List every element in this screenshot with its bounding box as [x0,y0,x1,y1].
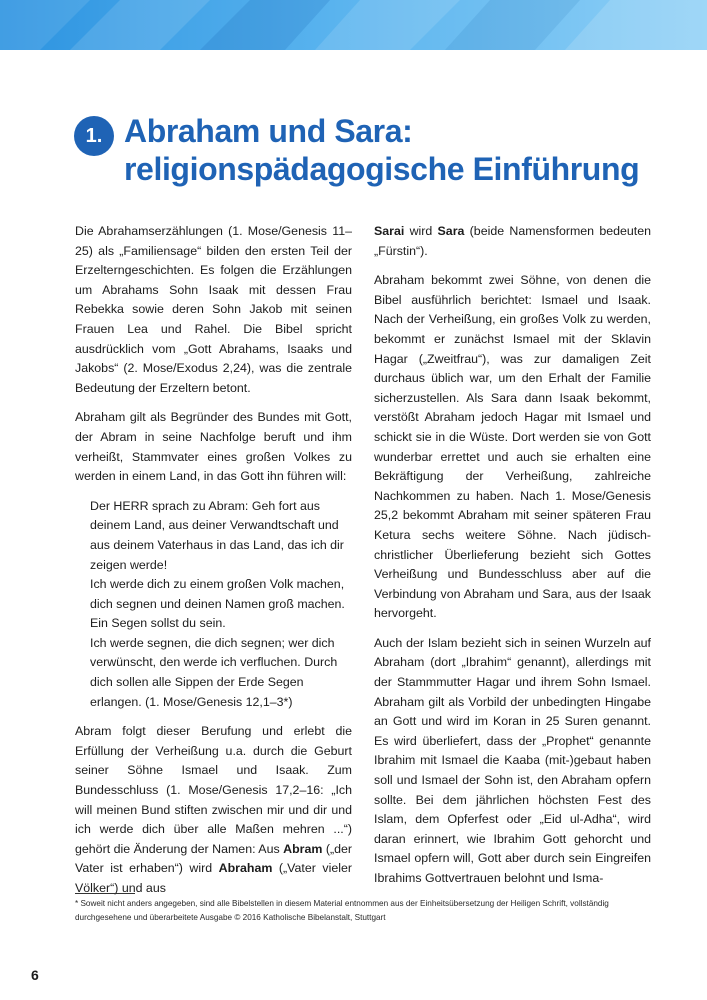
bible-quote [90,497,352,713]
chapter-number-badge: 1. [74,116,114,156]
paragraph-text: wird [404,224,438,238]
title-line-1: Abraham und Sara: [124,113,413,149]
name-sarai: Sarai [374,224,405,238]
paragraph: Abraham gilt als Begründer des Bundes mit Gott, der Abram in seine Nachfolge beruft und ihm verheißt, Stammvater eines großen Volkes zu werden in einem Land, in das Gott ihn führen will: [75,410,352,484]
paragraph: Die Abrahamserzählungen (1. Mose/Genesis 11–25) als „Familiensage“ bilden den ersten Teil der Erzelterngeschichten. Es folgen die Erzählungen um Abrahams Sohn Isaak mit dessen Frau Rebekka sowie deren Sohn Jakob mit seinen Frauen Lea und Rahel. Die Bibel spricht ausdrücklich vom „Gott Abrahams, Isaaks und Jakobs“ (2. Mose/Exodus 2,24), was die zentrale Bedeutung der Erzeltern betont. [75,224,352,395]
page-number: 6 [31,967,39,983]
paragraph-text: („Vater vieler Völker“) und aus [75,861,352,895]
title-line-2: religionspädagogische Einführung [124,151,640,187]
paragraph [75,722,352,898]
footnote-divider [75,893,135,894]
quote-line: Der HERR sprach zu Abram: Geh fort aus deinem Land, aus deiner Verwandtschaft und aus deinem Vaterhaus in das Land, das ich dir zeigen werde! [90,498,344,572]
banner-pattern [0,0,707,50]
header-banner [0,0,707,50]
name-abram: Abram [283,841,323,856]
paragraph-text: Abram folgt dieser Berufung und erlebt die Erfüllung der Verheißung u.a. durch die Geburt seiner Söhne Ismael und Isaak. Zum Bundesschluss (1. Mose/Genesis 17,2–16: „Ich will meinen Bund stiften zwischen mir und dir und ich werde dich über alle Maßen mehren ...“) gehört die Änderung der Namen: Aus [75,724,352,856]
left-column [75,222,352,909]
quote-line: Ich werde dich zu einem großen Volk machen, dich segnen und deinen Namen groß machen. Ein Segen sollst du sein. [90,577,345,631]
quote-line: Ich werde segnen, die dich segnen; wer dich verwünscht, den werde ich verfluchen. Durch dich sollen alle Sippen der Erde Segen erlangen. (1. Mose/Genesis 12,1–3*) [90,635,338,709]
paragraph [374,222,651,261]
paragraph: Auch der Islam bezieht sich in seinen Wurzeln auf Abraham (dort „Ibrahim“ genannt), allerdings mit der Stammmutter Hagar und ihrem Sohn Ismael. Abraham gilt als Vorbild der unbedingten Hingabe an Gott und wird im Koran in 25 Suren genannt. Es wird überliefert, dass der „Prophet“ genannte Ibrahim mit Ismael die Kaaba (mit-)gebaut haben soll und Ismael der Sohn ist, den Abraham opfern sollte. Bei dem jährlichen höchsten Fest des Islam, dem Opferfest oder „Eid ul-Adha“, wird daran erinnert, wie Ibrahim Gott gehorcht und Ismael opfern will, Gott aber durch sein Eingreifen Ibrahims Gottvertrauen belohnt und Isma- [374,635,651,885]
page-title [124,112,704,188]
paragraph: Abraham bekommt zwei Söhne, von denen die Bibel ausführlich berichtet: Ismael und Isaak. Nach der Verheißung, ein großes Volk zu werden, bekommt er zunächst Ismael mit der Sklavin Hagar („Zweitfrau“), was zur damaligen Zeit durchaus üblich war, um den Erhalt der Familie sicherzustellen. Als Sara dann Isaak bekommt, verstößt Abraham jedoch Hagar mit Ismael und schickt sie in die Wüste. Dort werden sie von Gott wunderbar errettet und auch sie erhalten eine Bekräftigung der Verheißung, zahlreiche Nachkommen zu haben. Nach 1. Mose/Genesis 25,2 bekommt Abraham mit seiner späteren Frau Ketura sechs weitere Söhne. Nach jüdisch-christlicher Überlieferung bezieht sich Gottes Verheißung und Bundesschluss aber auf die Verbindung von Abraham und Sara, aus der Isaak hervorgeht. [374,273,651,621]
name-abraham: Abraham [218,861,273,876]
name-sara: Sara [437,224,465,238]
footnote: * Soweit nicht anders angegeben, sind alle Bibelstellen in diesem Material entnommen aus der Einheitsübersetzung der Heiligen Schrift, vollständig durchgesehene und überarbeitete Ausgabe © 2016 Katholische Bibelanstalt, Stuttgart [75,899,609,922]
paragraph-text: („der Vater ist erhaben“) wird [75,841,352,876]
right-column [374,222,651,899]
paragraph-text: (beide Namensformen bedeuten „Fürstin“). [374,224,652,258]
